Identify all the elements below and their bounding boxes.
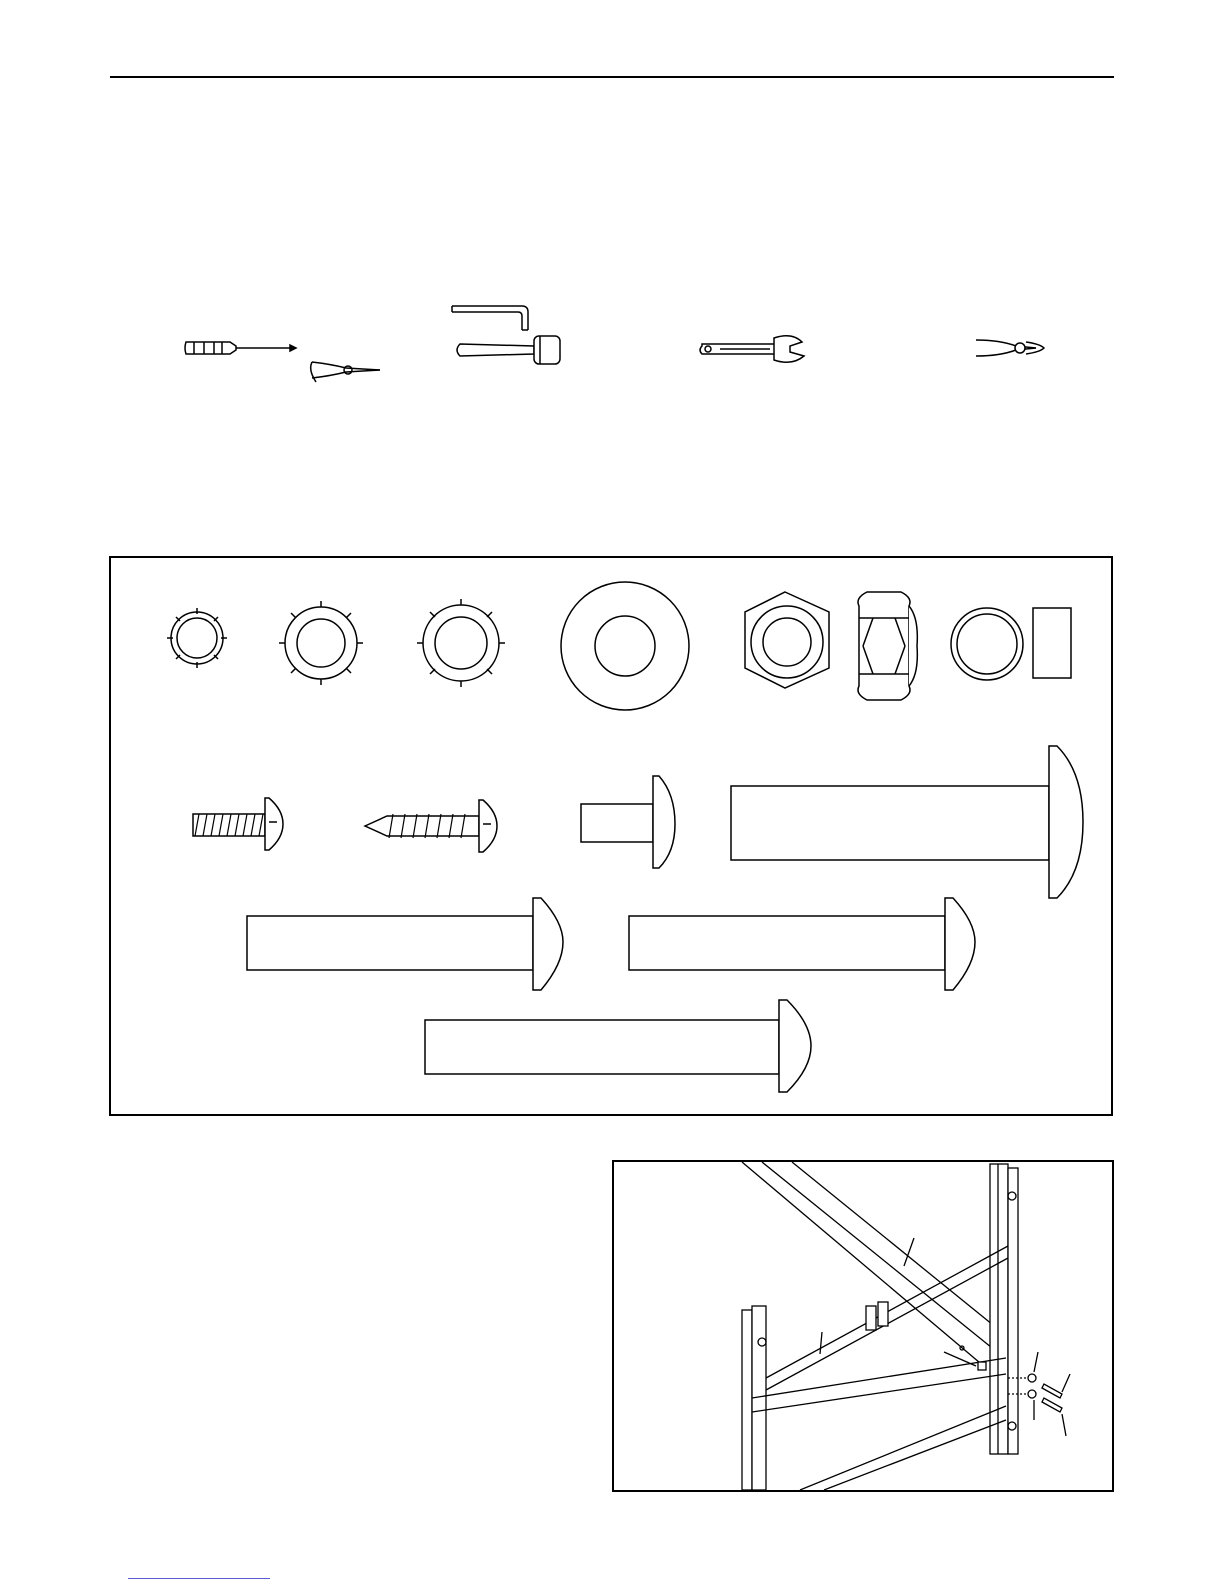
bottom-rule	[128, 1578, 270, 1579]
flat-washer-icon	[561, 582, 689, 710]
nylon-locknut-icon	[858, 592, 917, 700]
long-bolt-icon	[731, 746, 1083, 898]
parts-box	[109, 556, 1113, 1116]
sleeve-icon	[1033, 608, 1071, 678]
small-star-washer-icon	[167, 608, 227, 668]
tapping-screw-icon	[365, 800, 497, 852]
adjustable-wrench-icon	[700, 336, 804, 363]
frame-assembly-diagram	[612, 1160, 1114, 1492]
bolt-b-icon	[629, 898, 975, 990]
hex-key-icon	[452, 306, 528, 330]
needlenose-pliers-icon	[311, 362, 380, 382]
rubber-mallet-icon	[457, 336, 560, 364]
ring-spacer-icon	[951, 608, 1023, 680]
hex-nut-icon	[745, 592, 829, 688]
bolt-c-icon	[425, 1000, 811, 1092]
large-star-washer-icon	[417, 599, 505, 687]
short-bolt-icon	[581, 776, 675, 868]
medium-star-washer-icon	[279, 601, 363, 685]
pliers-icon	[976, 340, 1044, 356]
tools-row	[0, 290, 1225, 400]
bolt-a-icon	[247, 898, 563, 990]
screwdriver-icon	[185, 342, 296, 354]
machine-screw-icon	[193, 798, 283, 850]
top-rule	[110, 76, 1114, 78]
